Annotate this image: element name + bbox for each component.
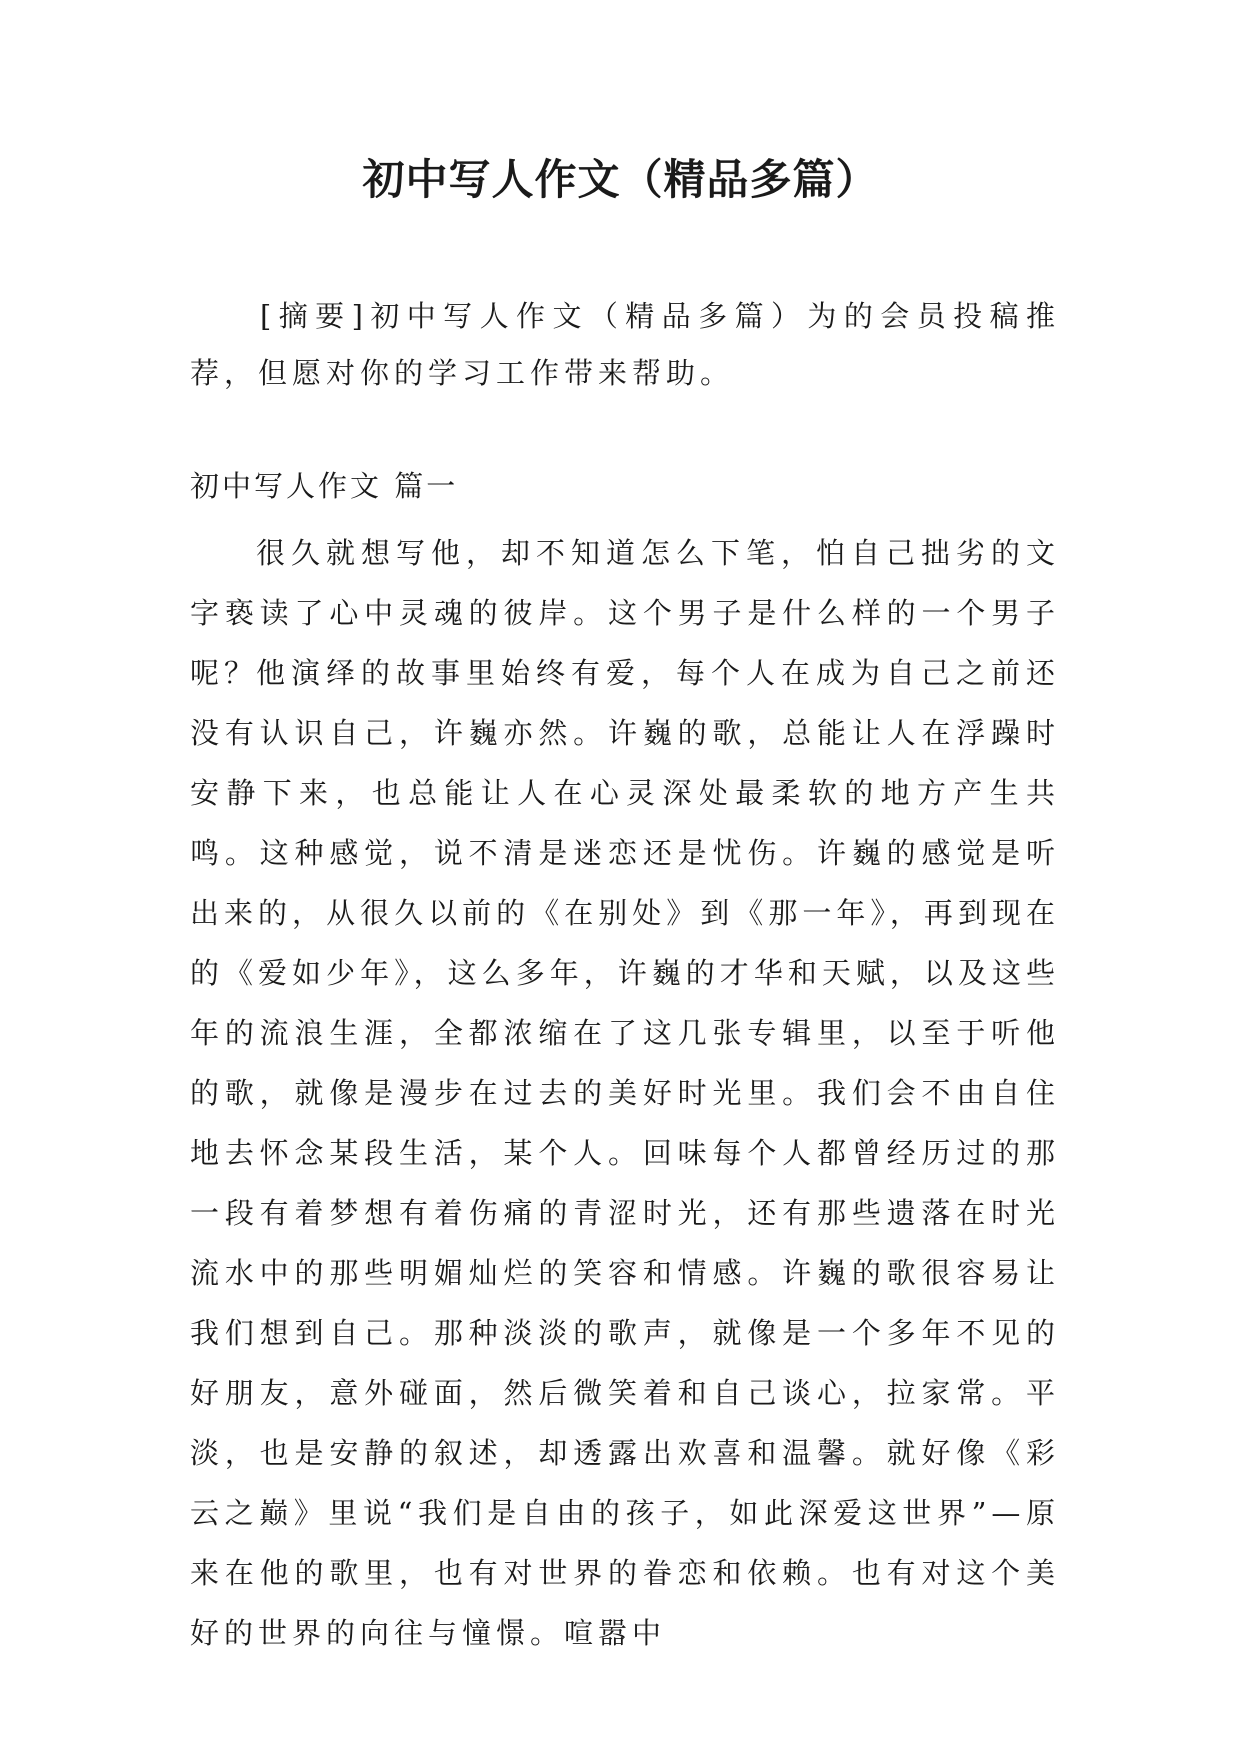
body-paragraph-2: 他演绎的故事里始终有爱，每个人在成为自己之前还没有认识自己，许巍亦然。许巍的歌，总能让人在浮躁时安静下来，也总能让人在心灵深处最柔软的地方产生共鸣。这种感觉，说不清是迷恋还是忧伤。许巍的感觉是听出来的，从很久以前的《在别处》到《那一年》，再到现在的《爱如少年》，这么多年，许巍的才华和天赋，以及这些年的流浪生涯，全都浓缩在了这几张专辑里，以至于听他的歌，就像是漫步在过去的美好时光里。我们会不由自住地去怀念某段生活，某个人。回味每个人都曾经历过的那一段有着梦想有着伤痛的青涩时光，还有那些遗落在时光流水中的那些明媚灿烂的笑容和情感。许巍的歌很容易让我们想到自己。那种淡淡的歌声，就像是一个多年不见的好朋友，意外碰面，然后微笑着和自己谈心，拉家常。平淡，也是安静的叙述，却透露出欢喜和温馨。就好像《彩云之巅》里说“我们是自由的孩子，如此深爱这世界”—原来在他的歌里，也有对世界的眷恋和依赖。也有对这个美好的世界的向往与憧憬。喧嚣中	[190, 656, 1060, 1650]
body-paragraph-1: 很久就想写他，却不知道怎么下笔，怕自己拙劣的文字亵读了心中灵魂的彼岸。这个男子是什么样的一个男子呢？	[190, 536, 1060, 690]
abstract-paragraph: [摘要]初中写人作文（精品多篇）为的会员投稿推荐，但愿对你的学习工作带来帮助。	[190, 299, 1060, 390]
document-title: 初中写人作文（精品多篇）	[362, 155, 879, 204]
section-heading: 初中写人作文 篇一	[190, 469, 459, 503]
